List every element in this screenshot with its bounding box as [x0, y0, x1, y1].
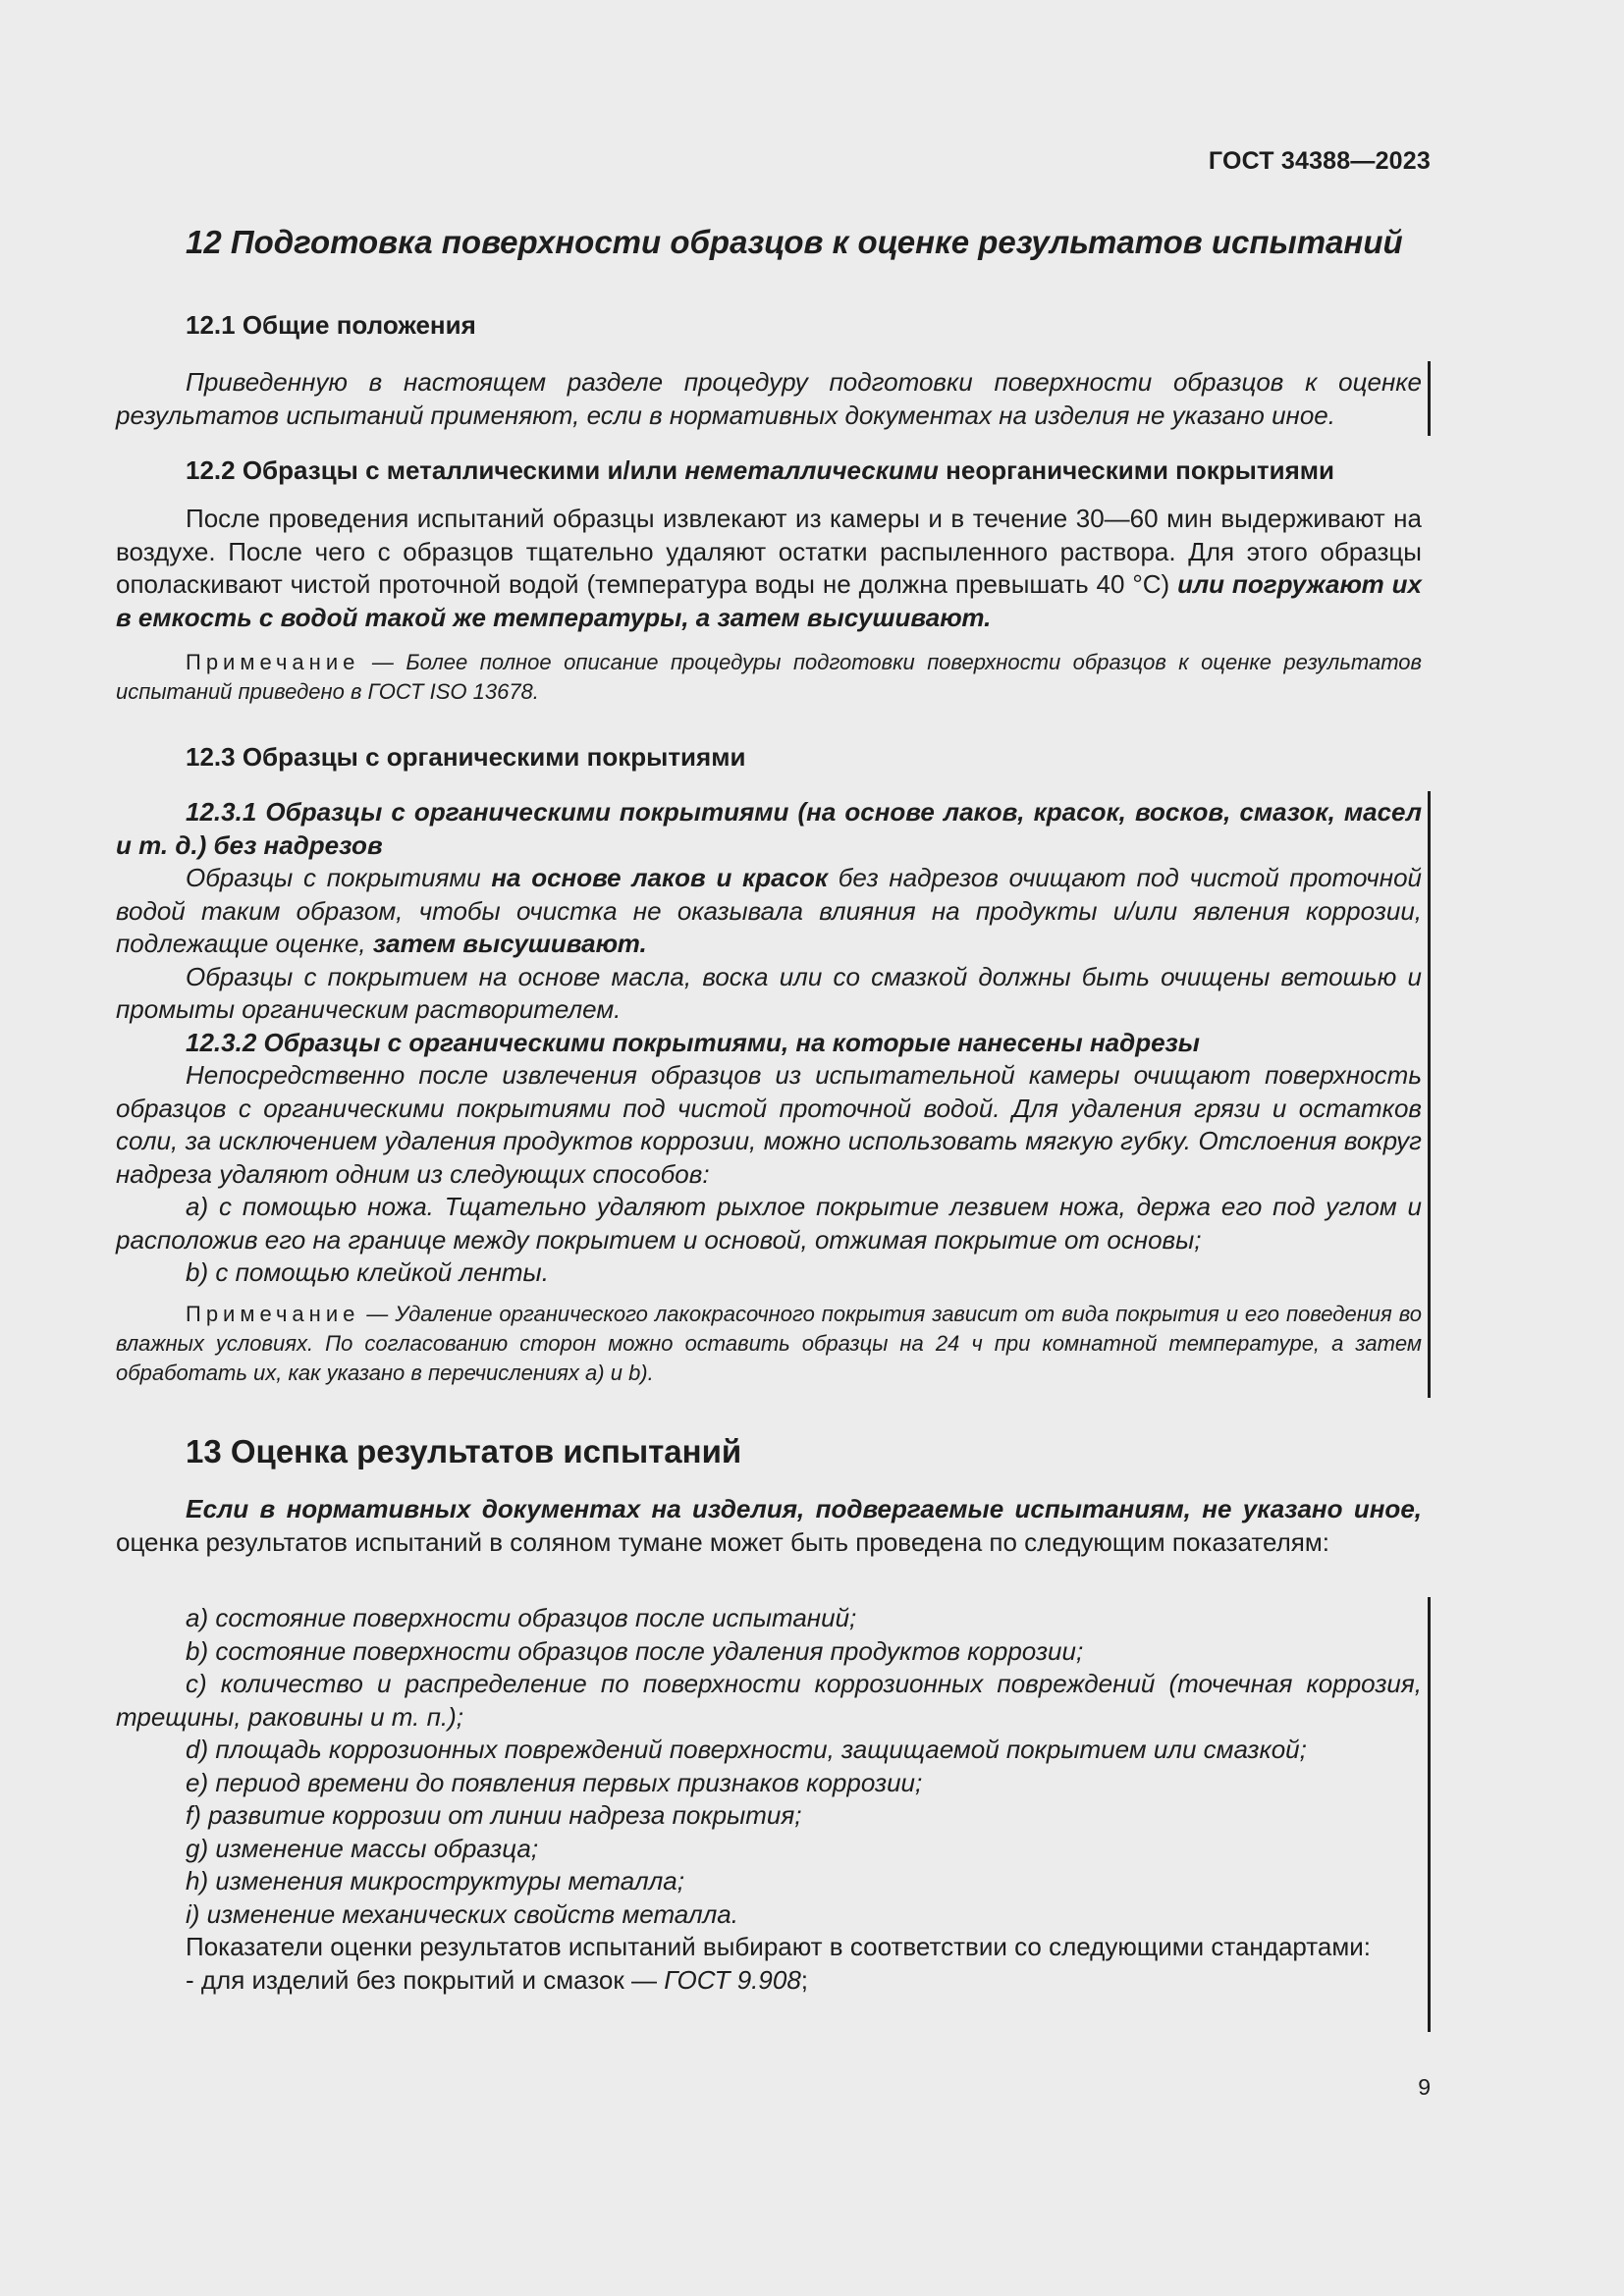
- list-item: c) количество и распределение по поверхности коррозионных повреждений (точечная коррозия, трещины, раковины и т. п.);: [116, 1669, 1422, 1732]
- section-12-3-title: 12.3 Образцы с органическими покрытиями: [186, 742, 746, 772]
- section-13-list: [116, 1602, 1422, 1997]
- section-12-3-body: [116, 796, 1422, 1388]
- section-12-title: 12 Подготовка поверхности образцов к оценке результатов испытаний: [186, 224, 1403, 260]
- list-item: i) изменение механических свойств металла.: [186, 1898, 738, 1929]
- list-item: a) состояние поверхности образцов после испытаний;: [186, 1603, 857, 1632]
- page-number: 9: [1418, 2074, 1431, 2100]
- section-12-2-note: Примечание — Более полное описание процедуры подготовки поверхности образцов к оценке результатов испытаний приведено в ГОСТ ISO 13678.: [116, 650, 1422, 704]
- section-12-2-title: 12.2 Образцы с металлическими и/или неметаллическими неорганическими покрытиями: [186, 455, 1334, 485]
- list-item: b) состояние поверхности образцов после удаления продуктов коррозии;: [186, 1635, 1084, 1666]
- list-item: - для изделий без покрытий и смазок — ГОСТ 9.908;: [186, 1964, 809, 1995]
- list-item: h) изменения микроструктуры металла;: [186, 1866, 684, 1896]
- list-item: b) с помощью клейкой ленты.: [186, 1257, 549, 1287]
- paragraph-text: Образцы с покрытием на основе масла, воска или со смазкой должны быть очищены ветошью и промыты органическим растворителем.: [116, 961, 1422, 1024]
- paragraph-text: Показатели оценки результатов испытаний выбирают в соответствии со следующими стандартами:: [186, 1932, 1372, 1961]
- section-12-1-paragraph: [116, 366, 1422, 432]
- change-bar: [1428, 361, 1431, 436]
- list-item: d) площадь коррозионных повреждений поверхности, защищаемой покрытием или смазкой;: [186, 1735, 1307, 1764]
- change-bar: [1428, 1597, 1431, 2032]
- list-item: a) с помощью ножа. Тщательно удаляют рыхлое покрытие лезвием ножа, держа его под углом и расположив его на границе между покрытием и основой, отжимая покрытие от основы;: [116, 1192, 1422, 1255]
- section-13-title: 13 Оценка результатов испытаний: [186, 1433, 742, 1469]
- list-item: f) развитие коррозии от линии надреза покрытия;: [186, 1800, 802, 1830]
- subsection-12-3-1-title: 12.3.1 Образцы с органическими покрытиями (на основе лаков, красок, восков, смазок, масел и т. д.) без надрезов: [116, 797, 1422, 860]
- document-number-header: ГОСТ 34388—2023: [1208, 147, 1431, 175]
- paragraph-text: Непосредственно после извлечения образцов из испытательной камеры очищают поверхность образцов с органическими покрытиями под чистой проточной водой. Для удаления грязи и остатков соли, за исключением удаления продуктов коррозии, можно использовать мягкую губку. Отслоения вокруг надреза удаляют одним из следующих способов:: [116, 1060, 1422, 1189]
- section-13-intro: Если в нормативных документах на изделия, подвергаемые испытаниям, не указано иное, оценка результатов испытаний в соляном тумане может быть проведена по следующим показателям:: [116, 1494, 1422, 1557]
- paragraph-text: Приведенную в настоящем разделе процедуру подготовки поверхности образцов к оценке результатов испытаний применяют, если в нормативных документах на изделия не указано иное.: [116, 367, 1422, 430]
- section-12-3-note: Примечание — Удаление органического лакокрасочного покрытия зависит от вида покрытия и его поведения во влажных условиях. По согласованию сторон можно оставить образцы на 24 ч при комнатной температуре, а затем обработать их, как указано в перечислениях a) и b).: [116, 1301, 1422, 1385]
- subsection-12-3-2-title: 12.3.2 Образцы с органическими покрытиями, на которые нанесены надрезы: [186, 1027, 1201, 1057]
- change-bar: [1428, 791, 1431, 1398]
- section-12-1-title: 12.1 Общие положения: [186, 310, 476, 340]
- paragraph-text: Образцы с покрытиями на основе лаков и красок без надрезов очищают под чистой проточной водой таким образом, чтобы очистка не оказывала влияния на продукты и/или явления коррозии, подлежащие оценке, затем высушивают.: [116, 863, 1422, 958]
- list-item: g) изменение массы образца;: [186, 1833, 539, 1863]
- note-label: Примечание: [186, 1301, 360, 1326]
- section-12-2-paragraph: После проведения испытаний образцы извлекают из камеры и в течение 30—60 мин выдерживают на воздухе. После чего с образцов тщательно удаляют остатки распыленного раствора. Для этого образцы ополаскивают чистой проточной водой (температура воды не должна превышать 40 °С) или погружают их в емкость с водой такой же температуры, а затем высушивают.: [116, 504, 1422, 632]
- note-label: Примечание: [186, 650, 360, 674]
- list-item: e) период времени до появления первых признаков коррозии;: [186, 1767, 923, 1797]
